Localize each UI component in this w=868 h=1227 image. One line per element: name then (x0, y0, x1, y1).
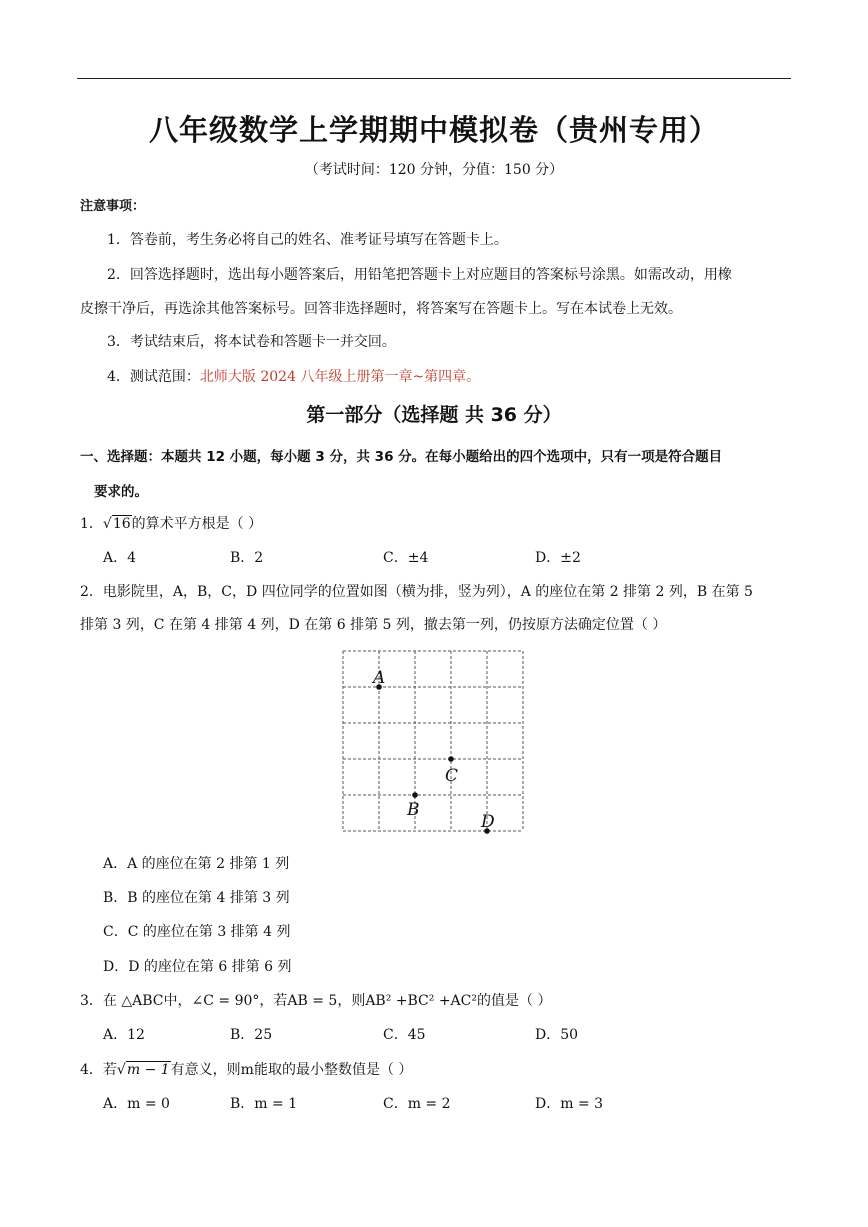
q4-option-b: B．m = 1 (230, 1096, 298, 1112)
q4-option-d: D．m = 3 (535, 1096, 604, 1112)
seat-label-b: B (407, 800, 420, 820)
question-1-text: 的算术平方根是（ ） (131, 516, 263, 532)
note-item-2-line-1: 2．回答选择题时，选出每小题答案后，用铅笔把答题卡上对应题目的答案标号涂黑。如需改动，用橡 (107, 267, 732, 283)
q2-option-b: B．B 的座位在第 4 排第 3 列 (103, 890, 290, 906)
question-1 (80, 513, 262, 533)
q1-option-d: D．±2 (535, 550, 581, 566)
seat-label-c: C (445, 766, 459, 786)
question-1-number: 1． (80, 516, 103, 532)
q3-option-d: D．50 (535, 1027, 579, 1043)
note-item-1: 1．答卷前，考生务必将自己的姓名、准考证号填写在答题卡上。 (107, 232, 508, 248)
question-3: 3．在 △ABC中，∠C = 90°，若AB = 5，则AB² +BC² +AC²的值是（ ） (80, 993, 552, 1009)
sqrt-sign: √ (102, 516, 112, 532)
page-title: 八年级数学上学期期中模拟卷（贵州专用） (148, 113, 719, 147)
seating-grid (330, 645, 540, 840)
question-4-radicand: m − 1 (126, 1062, 170, 1078)
q4-option-a: A．m = 0 (103, 1096, 170, 1112)
question-4 (80, 1059, 412, 1079)
note-item-4-prefix: 4．测试范围： (107, 369, 200, 385)
q4-option-c: C．m = 2 (383, 1096, 451, 1112)
question-1-radicand: 16 (112, 516, 131, 532)
seat-label-a: A (373, 668, 386, 688)
q2-option-d: D．D 的座位在第 6 排第 6 列 (103, 959, 292, 975)
header-rule (77, 78, 791, 79)
test-range: 北师大版 2024 八年级上册第一章~第四章。 (199, 369, 481, 385)
q1-option-a: A．4 (103, 550, 137, 566)
q2-option-a: A．A 的座位在第 2 排第 1 列 (103, 856, 290, 872)
q2-option-c: C．C 的座位在第 3 排第 4 列 (103, 924, 291, 940)
q3-option-c: C．45 (383, 1027, 426, 1043)
question-4-text: 有意义，则m能取的最小整数值是（ ） (170, 1062, 413, 1078)
q3-option-b: B．25 (230, 1027, 273, 1043)
q1-option-c: C．±4 (383, 550, 429, 566)
section-instructions-line-2: 要求的。 (94, 484, 148, 500)
question-4-prefix: 4．若 (80, 1062, 117, 1078)
question-2-line-2: 排第 3 列，C 在第 4 排第 4 列，D 在第 6 排第 5 列，撤去第一列，仍按原方法确定位置（ ） (80, 617, 667, 633)
seat-label-d: D (481, 812, 495, 832)
seat-point-b (412, 792, 418, 798)
note-item-4 (107, 366, 480, 386)
sqrt-sign: √ (116, 1062, 126, 1078)
q1-option-b: B．2 (230, 550, 264, 566)
q3-option-a: A．12 (103, 1027, 145, 1043)
question-2-line-1: 2．电影院里，A，B，C，D 四位同学的位置如图（横为排，竖为列），A 的座位在第 2 排第 2 列，B 在第 5 (80, 584, 753, 600)
note-item-2-line-2: 皮擦干净后，再选涂其他答案标号。回答非选择题时，将答案写在答题卡上。写在本试卷上无效。 (80, 301, 682, 317)
part1-heading: 第一部分（选择题 共 36 分） (306, 404, 562, 426)
seating-figure (330, 645, 540, 840)
exam-info: （考试时间：120 分钟，分值：150 分） (304, 162, 564, 178)
section-instructions-line-1: 一、选择题：本题共 12 小题，每小题 3 分，共 36 分。在每小题给出的四个选项中，只有一项是符合题目 (80, 449, 723, 465)
note-item-3: 3．考试结束后，将本试卷和答题卡一并交回。 (107, 334, 396, 350)
seat-point-c (448, 756, 454, 762)
notes-heading: 注意事项： (80, 199, 146, 214)
